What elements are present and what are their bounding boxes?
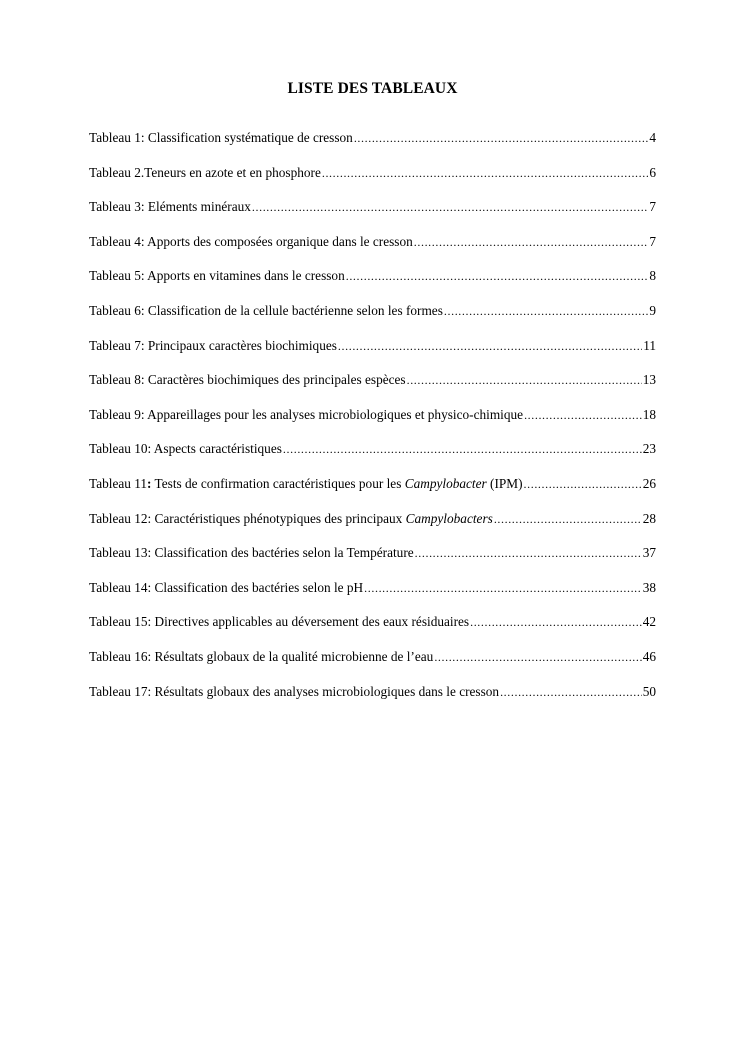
toc-entry-6[interactable]	[89, 303, 656, 338]
toc-entry-5[interactable]	[89, 268, 656, 303]
toc-entry-12[interactable]	[89, 511, 656, 546]
toc-entry-3[interactable]	[89, 199, 656, 234]
dot-leader	[407, 373, 642, 388]
dot-leader	[500, 685, 642, 700]
toc-entry-page: 46	[642, 648, 656, 664]
toc-entry-10[interactable]	[89, 441, 656, 476]
toc-entry-page: 23	[642, 441, 656, 457]
toc-entry-14[interactable]	[89, 580, 656, 615]
dot-leader	[444, 304, 648, 319]
toc-entry-label: Tableau 4: Apports des composées organique dans le cresson	[89, 233, 413, 249]
dot-leader	[494, 512, 642, 527]
toc-entry-page: 13	[642, 372, 656, 388]
dot-leader	[524, 408, 642, 423]
dot-leader	[415, 546, 642, 561]
toc-entry-label: Tableau 8: Caractères biochimiques des principales espèces	[89, 372, 406, 388]
toc-entry-label: Tableau 2.Teneurs en azote et en phosphore	[89, 164, 321, 180]
toc-entry-label-suffix: (IPM)	[486, 475, 523, 491]
toc-entry-label-italic: Campylobacter	[404, 475, 487, 491]
toc-entry-page: 28	[642, 510, 656, 526]
dot-leader	[283, 442, 642, 457]
table-of-tables	[89, 130, 656, 718]
dot-leader	[322, 166, 648, 181]
toc-entry-9[interactable]	[89, 407, 656, 442]
toc-entry-page: 11	[643, 337, 656, 353]
dot-leader	[346, 269, 649, 284]
toc-entry-label: Tableau 5: Apports en vitamines dans le cresson	[89, 268, 345, 284]
toc-entry-7[interactable]	[89, 338, 656, 373]
dot-leader	[364, 581, 642, 596]
toc-entry-16[interactable]	[89, 649, 656, 684]
toc-entry-1[interactable]	[89, 130, 656, 165]
toc-entry-13[interactable]	[89, 545, 656, 580]
toc-entry-2[interactable]	[89, 165, 656, 200]
toc-entry-label: Tableau 16: Résultats globaux de la qualité microbienne de l’eau	[89, 648, 434, 664]
toc-entry-label: Tableau 15: Directives applicables au déversement des eaux résiduaires	[89, 614, 470, 630]
toc-entry-label	[89, 476, 523, 492]
toc-entry-page: 18	[642, 406, 656, 422]
toc-entry-label-main: Tableau 12: Caractéristiques phénotypiques des principaux	[89, 510, 406, 526]
dot-leader	[434, 650, 641, 665]
toc-entry-page: 6	[649, 164, 656, 180]
toc-entry-17[interactable]	[89, 684, 656, 719]
toc-entry-page: 8	[649, 268, 656, 284]
toc-entry-label: Tableau 10: Aspects caractéristiques	[89, 441, 282, 457]
dot-leader	[470, 615, 642, 630]
toc-entry-label	[89, 511, 493, 527]
toc-entry-label: Tableau 17: Résultats globaux des analyses microbiologiques dans le cresson	[89, 683, 500, 699]
toc-entry-4[interactable]	[89, 234, 656, 269]
toc-entry-page: 7	[649, 233, 656, 249]
dot-leader	[414, 235, 649, 250]
toc-entry-page: 4	[649, 130, 656, 145]
toc-entry-page: 26	[642, 475, 656, 491]
toc-entry-page: 50	[642, 683, 656, 699]
dot-leader	[338, 339, 642, 354]
toc-entry-8[interactable]	[89, 372, 656, 407]
toc-entry-label: Tableau 9: Appareillages pour les analyses microbiologiques et physico-chimique	[89, 406, 524, 422]
toc-entry-15[interactable]	[89, 614, 656, 649]
toc-entry-page: 9	[649, 302, 656, 318]
toc-entry-11[interactable]	[89, 476, 656, 511]
toc-entry-label: Tableau 13: Classification des bactéries selon la Température	[89, 545, 414, 561]
toc-entry-label: Tableau 7: Principaux caractères biochimiques	[89, 337, 337, 353]
toc-entry-label-main: Tests de confirmation caractéristiques pour les	[151, 475, 405, 491]
dot-leader	[252, 200, 648, 215]
dot-leader	[354, 131, 649, 146]
toc-entry-label: Tableau 1: Classification systématique de cresson	[89, 130, 353, 145]
toc-entry-label: Tableau 14: Classification des bactéries selon le pH	[89, 579, 364, 595]
toc-entry-label-colon: :	[147, 475, 152, 491]
toc-entry-page: 42	[642, 614, 656, 630]
toc-entry-label-prefix: Tableau 11	[89, 475, 148, 491]
toc-entry-label-italic: Campylobacters	[405, 510, 493, 526]
toc-entry-page: 7	[649, 199, 656, 215]
toc-entry-page: 38	[642, 579, 656, 595]
toc-entry-label: Tableau 6: Classification de la cellule bactérienne selon les formes	[89, 302, 443, 318]
page-title: LISTE DES TABLEAUX	[287, 80, 458, 97]
toc-entry-page: 37	[642, 545, 656, 561]
toc-entry-label: Tableau 3: Eléments minéraux	[89, 199, 251, 215]
dot-leader	[524, 477, 642, 492]
